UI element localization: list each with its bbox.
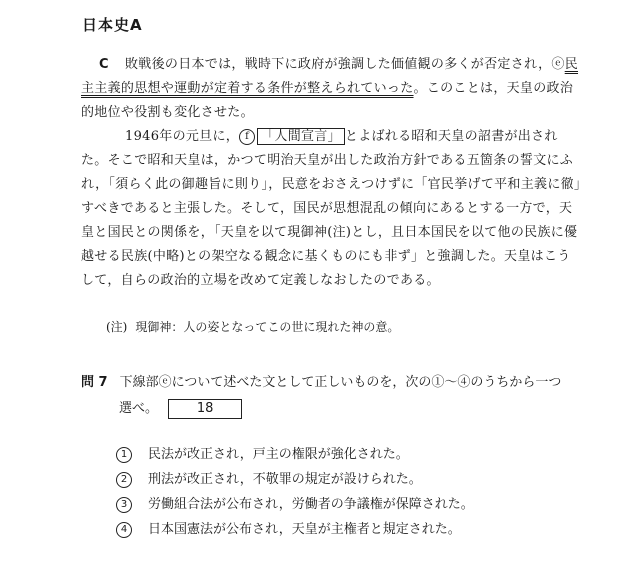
- question-line-2: [81, 396, 581, 422]
- section-label: C: [99, 57, 109, 72]
- note-mark: (注): [106, 320, 128, 334]
- question-line-1: [81, 370, 581, 396]
- p1-tail: 。このことは，天皇の政治的地位や役割も変化させた。: [81, 81, 574, 120]
- p2-lead: 1946年の元旦に，: [125, 129, 240, 144]
- question-7: [81, 370, 581, 422]
- underlined-f: 「人間宣言」: [257, 128, 345, 145]
- choice-list: [116, 442, 474, 542]
- choice-number: 1: [116, 447, 132, 463]
- choice-item[interactable]: [116, 467, 474, 492]
- underlined-e: 民主主義的思想や運動が定着する条件が整えられていった: [81, 57, 579, 96]
- choice-number: 2: [116, 472, 132, 488]
- p1-lead: 敗戦後の日本では，戦時下に政府が強調した価値観の多くが否定され，: [125, 57, 552, 72]
- passage-c: [81, 53, 581, 293]
- choice-number: 4: [116, 522, 132, 538]
- p2-tail: とよばれる昭和天皇の詔書が出された。そこで昭和天皇は，かつて明治天皇が出した政治方針である五箇条の誓文にふれ，「須らく此の御趣旨に則り」，民意をおさえつけずに「官民挙げて平和主義に徹」すべきであると主張した。そして，国民が思想混乱の傾向にあるとする一方で，天皇と国民との関係を，「天皇を以て現御神(注)とし，且日本国民を以て他の民族に優越せる民族(中略)との架空なる観念に基くものにも非ず」と強調した。天皇はこうして，自らの政治的立場を改めて定義しなおしたのである。: [81, 129, 581, 288]
- choice-item[interactable]: [116, 517, 474, 542]
- answer-box[interactable]: 18: [168, 399, 242, 419]
- question-text-2: 選べ。: [119, 401, 159, 416]
- choice-text: 労働組合法が公布され，労働者の争議権が保障された。: [148, 497, 474, 512]
- underline-mark-f: f: [239, 129, 255, 145]
- underline-mark-e: ⓔ: [551, 57, 565, 72]
- paragraph-2: [81, 125, 581, 293]
- paragraph-1: [81, 53, 581, 125]
- question-text-1: 下線部ⓔについて述べた文として正しいものを，次の①～④のうちから一つ: [119, 375, 562, 390]
- choice-number: 3: [116, 497, 132, 513]
- choice-item[interactable]: [116, 492, 474, 517]
- choice-text: 刑法が改正され，不敬罪の規定が設けられた。: [148, 472, 422, 487]
- footnote: [106, 318, 399, 335]
- subject-title: 日本史A: [82, 16, 143, 34]
- choice-text: 日本国憲法が公布され，天皇が主権者と規定された。: [148, 522, 461, 537]
- choice-item[interactable]: [116, 442, 474, 467]
- choice-text: 民法が改正され，戸主の権限が強化された。: [148, 447, 409, 462]
- note-text: 現御神：人の姿となってこの世に現れた神の意。: [135, 320, 400, 334]
- question-number: 問 7: [81, 375, 108, 390]
